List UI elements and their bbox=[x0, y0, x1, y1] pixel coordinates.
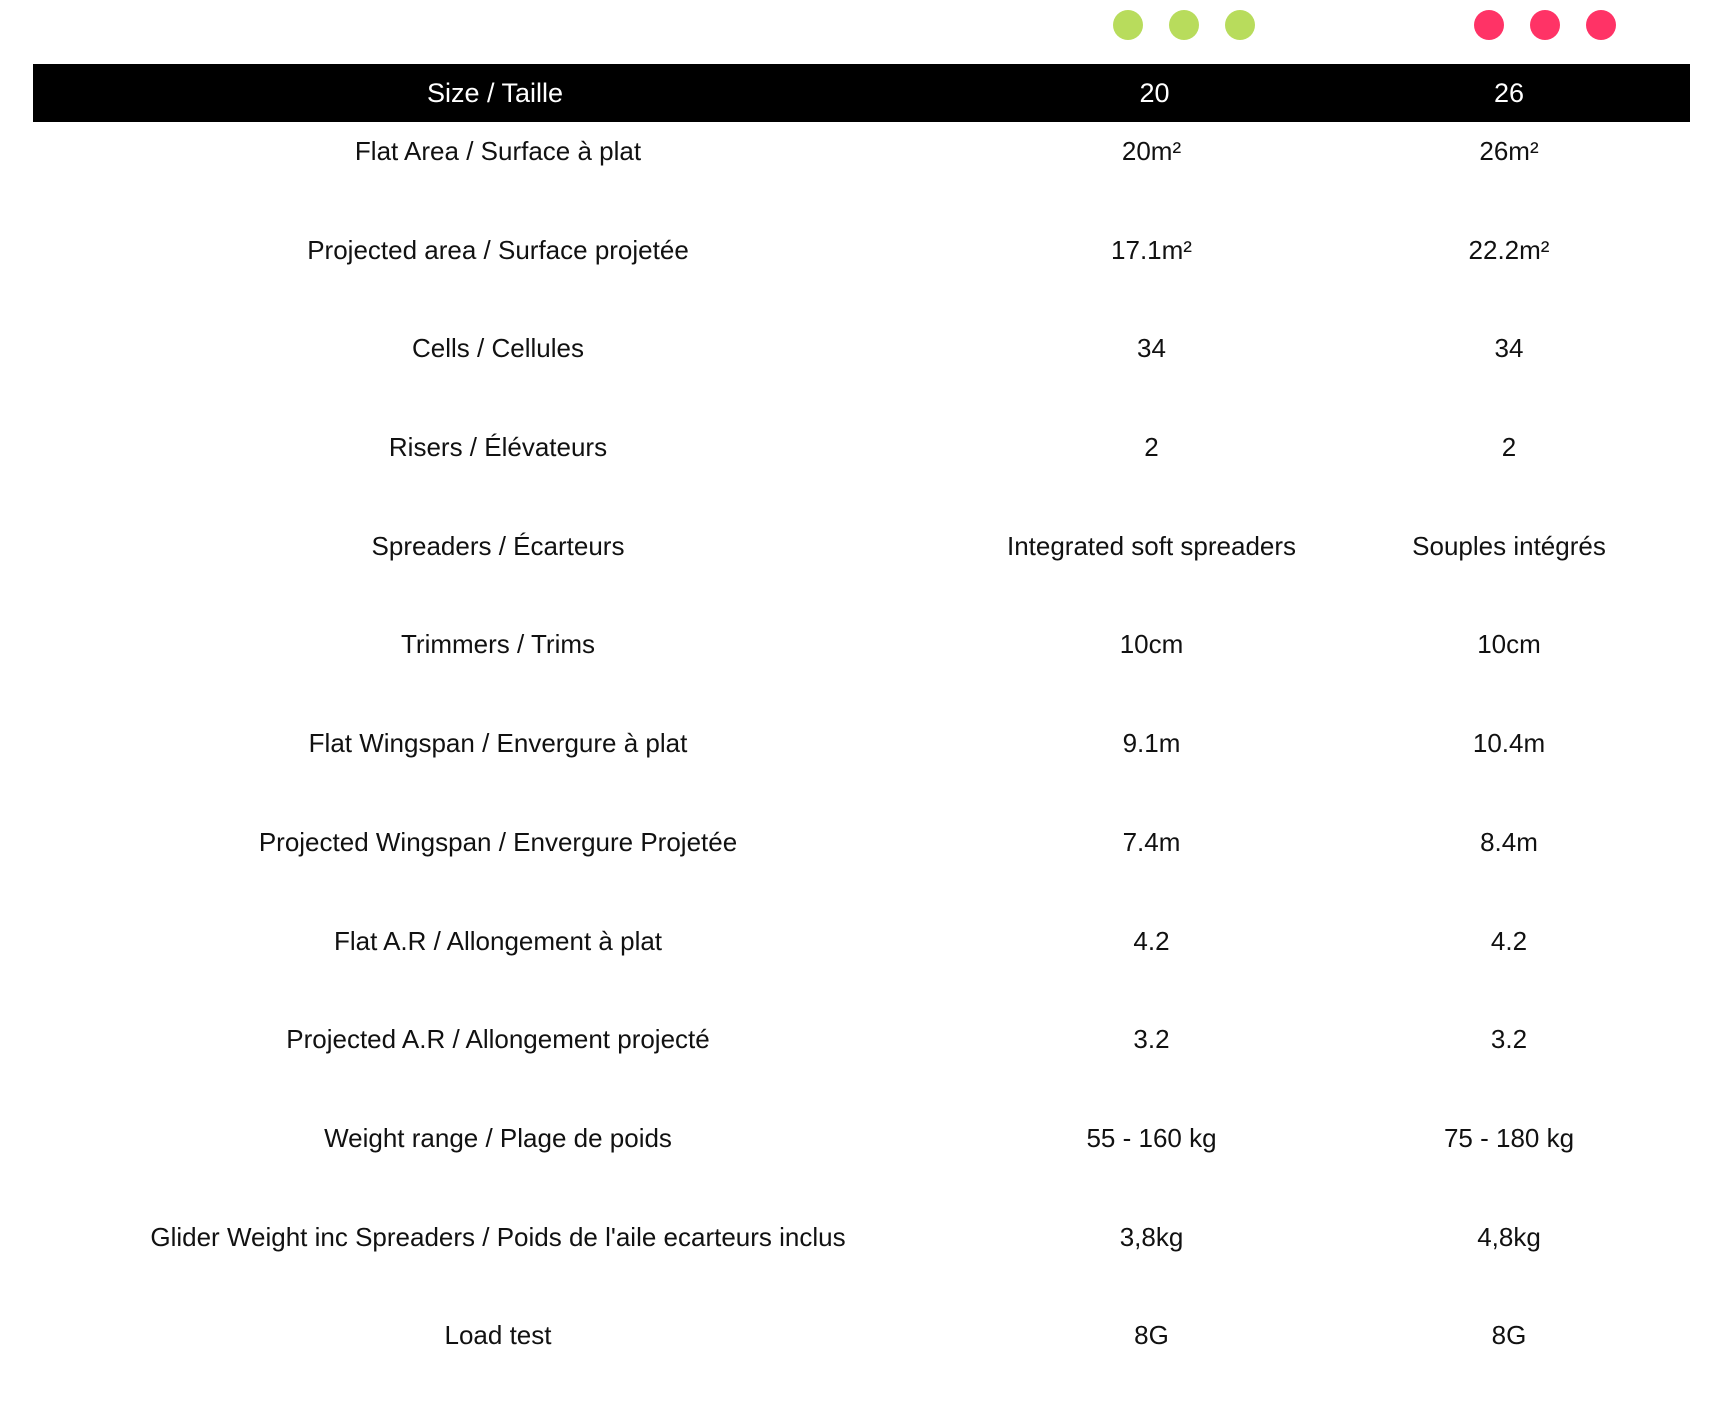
spec-row bbox=[33, 519, 1690, 618]
spec-value-26: 4.2 bbox=[1490, 925, 1528, 956]
spec-label: Weight range / Plage de poids bbox=[324, 1122, 672, 1153]
spec-row bbox=[33, 914, 1690, 1013]
size-20-dot bbox=[1225, 10, 1255, 40]
spec-label: Cells / Cellules bbox=[412, 333, 584, 364]
spec-value-20: 3,8kg bbox=[1119, 1221, 1184, 1252]
header-size-26: 26 bbox=[1328, 64, 1690, 122]
spec-row bbox=[33, 815, 1690, 914]
size-26-dot bbox=[1586, 10, 1616, 40]
size-20-indicator-dots bbox=[1113, 10, 1255, 40]
spec-label: Flat A.R / Allongement à plat bbox=[333, 925, 663, 956]
spec-label: Flat Area / Surface à plat bbox=[354, 136, 642, 166]
spec-label: Trimmers / Trims bbox=[401, 629, 595, 660]
size-26-indicator-dots bbox=[1474, 10, 1616, 40]
spec-value-20: 34 bbox=[1137, 333, 1166, 364]
spec-header-row bbox=[33, 64, 1690, 122]
spec-row bbox=[33, 223, 1690, 322]
spec-value-26: 3.2 bbox=[1490, 1024, 1528, 1055]
spec-body bbox=[33, 122, 1690, 1407]
spec-value-20: 3.2 bbox=[1133, 1024, 1170, 1055]
size-20-dot bbox=[1169, 10, 1199, 40]
spec-row bbox=[33, 1308, 1690, 1407]
spec-value-20: 10cm bbox=[1119, 629, 1184, 660]
spec-label: Glider Weight inc Spreaders / Poids de l'aile ecarteurs inclus bbox=[150, 1221, 846, 1252]
spec-value-26: 26m² bbox=[1479, 136, 1539, 166]
spec-table bbox=[33, 64, 1690, 1407]
header-size-label: Size / Taille bbox=[33, 64, 969, 122]
spec-label: Spreaders / Écarteurs bbox=[371, 530, 625, 561]
spec-value-26: 8G bbox=[1491, 1320, 1527, 1351]
spec-label: Risers / Élévateurs bbox=[388, 432, 608, 463]
spec-value-26: Souples intégrés bbox=[1412, 530, 1606, 561]
size-20-dot bbox=[1113, 10, 1143, 40]
spec-row bbox=[33, 321, 1690, 420]
spec-row bbox=[33, 122, 1690, 223]
spec-label: Flat Wingspan / Envergure à plat bbox=[308, 728, 688, 759]
spec-value-20: 17.1m² bbox=[1111, 234, 1192, 265]
spec-value-20: 9.1m bbox=[1122, 728, 1181, 759]
spec-row bbox=[33, 1111, 1690, 1210]
header-size-20: 20 bbox=[969, 64, 1328, 122]
spec-row bbox=[33, 716, 1690, 815]
spec-value-20: 55 - 160 kg bbox=[1086, 1122, 1217, 1153]
spec-label: Load test bbox=[444, 1320, 552, 1351]
spec-value-20: Integrated soft spreaders bbox=[1006, 530, 1297, 561]
spec-row bbox=[33, 617, 1690, 716]
spec-label: Projected Wingspan / Envergure Projetée bbox=[258, 826, 738, 857]
spec-row bbox=[33, 1210, 1690, 1309]
spec-label: Projected area / Surface projetée bbox=[307, 234, 689, 265]
spec-value-26: 34 bbox=[1494, 333, 1524, 364]
spec-value-26: 4,8kg bbox=[1477, 1221, 1541, 1252]
spec-value-26: 2 bbox=[1501, 432, 1517, 463]
spec-value-20: 7.4m bbox=[1122, 826, 1181, 857]
spec-label: Projected A.R / Allongement projecté bbox=[286, 1024, 710, 1055]
size-26-dot bbox=[1530, 10, 1560, 40]
spec-value-26: 10.4m bbox=[1472, 728, 1546, 759]
spec-row bbox=[33, 420, 1690, 519]
spec-value-26: 8.4m bbox=[1480, 826, 1538, 857]
spec-value-20: 20m² bbox=[1121, 136, 1182, 166]
spec-value-20: 2 bbox=[1144, 432, 1159, 463]
spec-row bbox=[33, 1012, 1690, 1111]
size-26-dot bbox=[1474, 10, 1504, 40]
spec-value-20: 4.2 bbox=[1133, 925, 1170, 956]
spec-value-26: 22.2m² bbox=[1468, 234, 1550, 265]
spec-value-26: 10cm bbox=[1477, 629, 1541, 660]
spec-value-26: 75 - 180 kg bbox=[1443, 1122, 1575, 1153]
spec-value-20: 8G bbox=[1134, 1320, 1169, 1351]
